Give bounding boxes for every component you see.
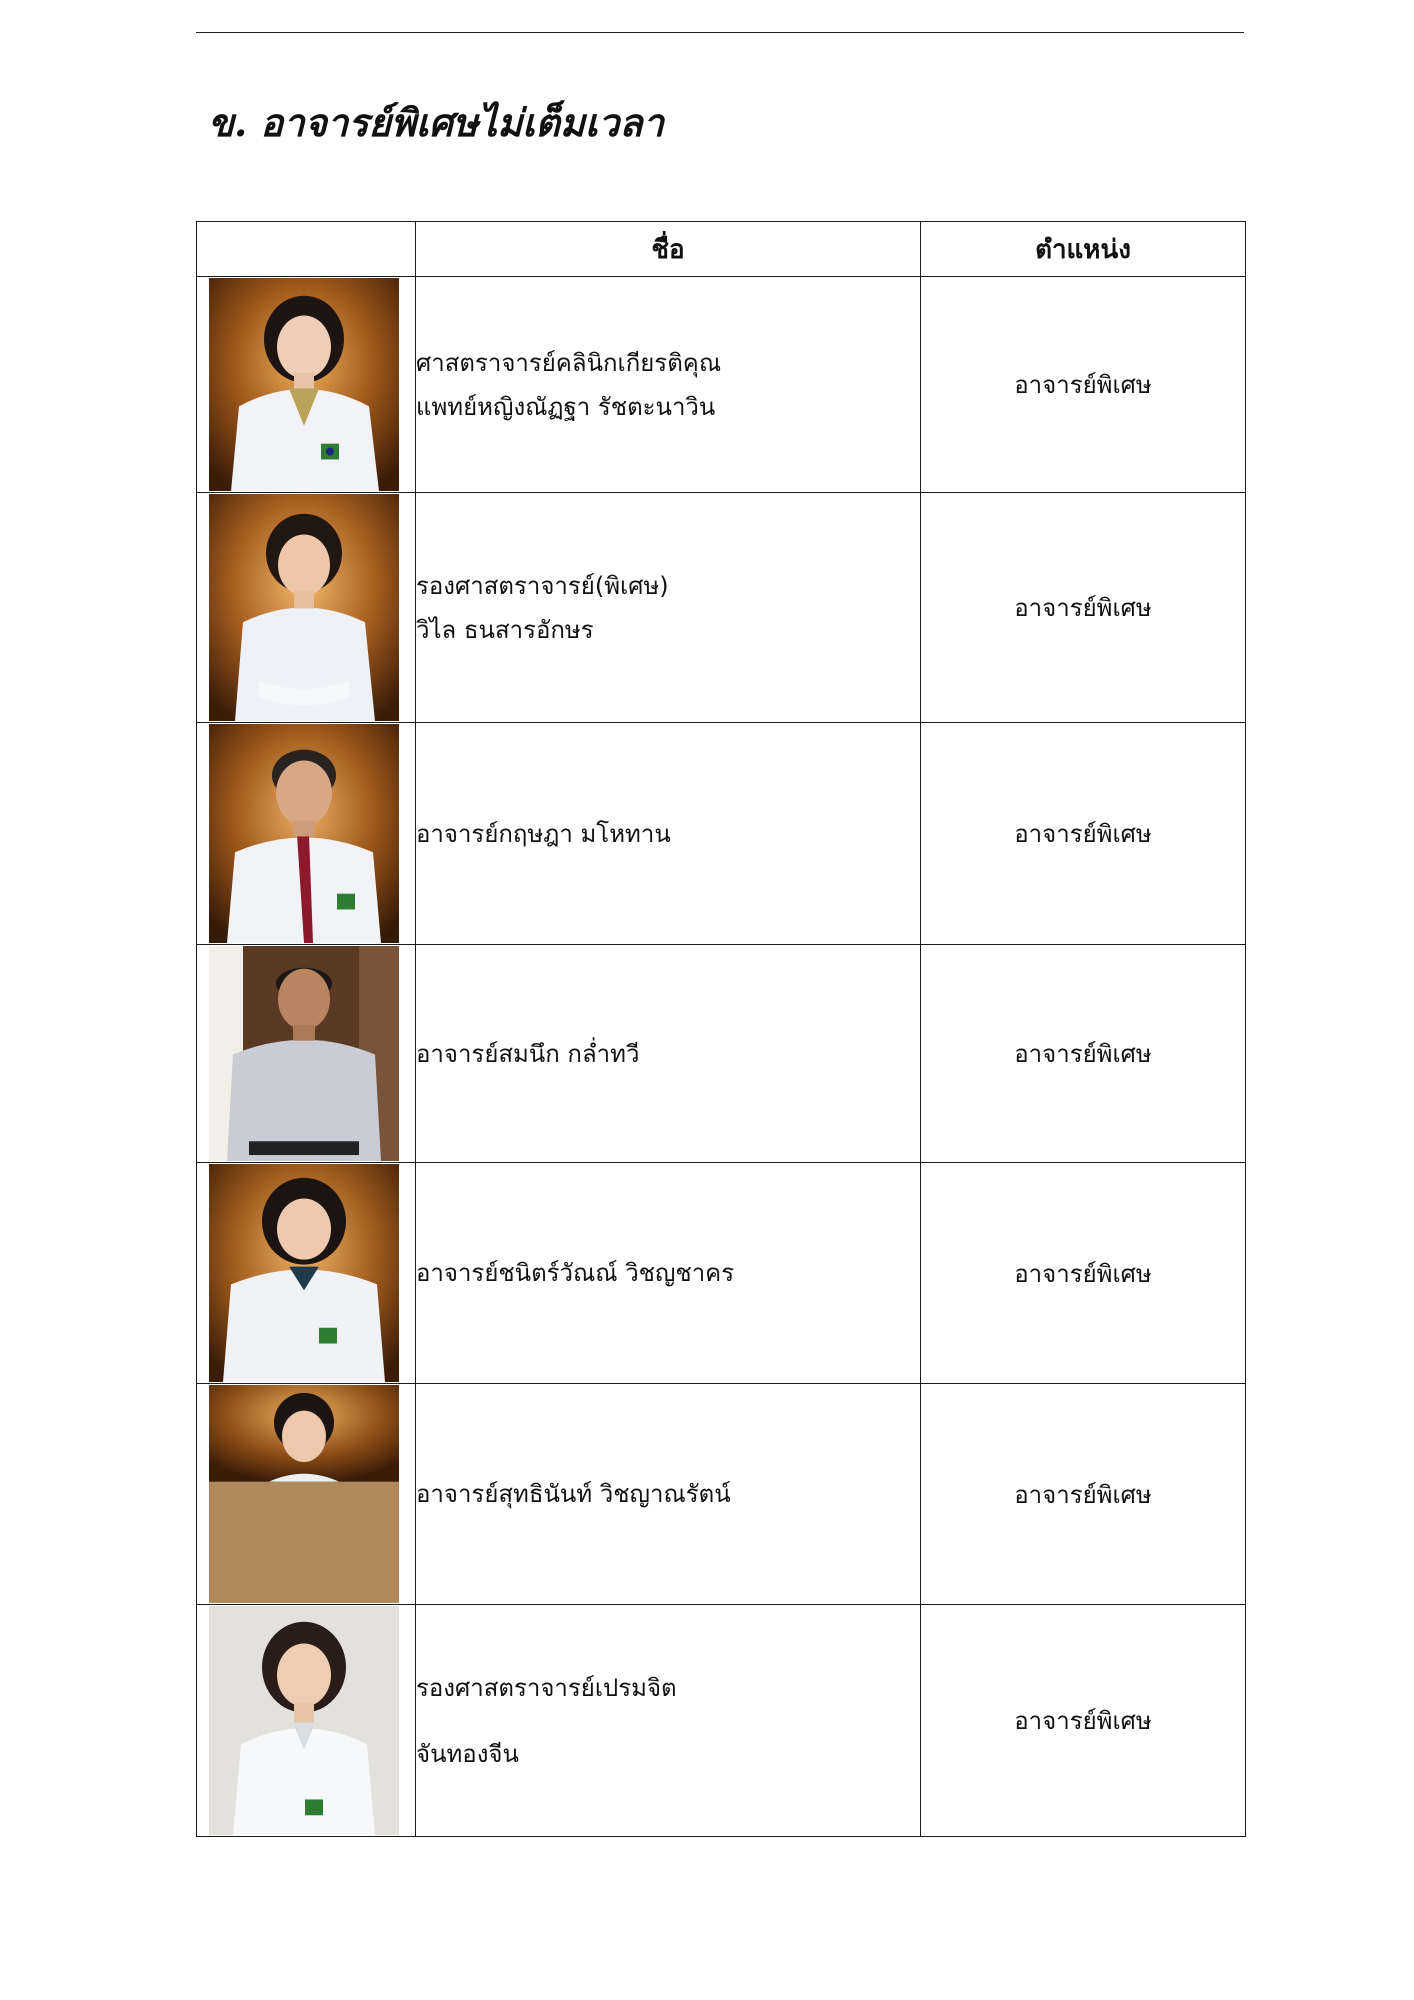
table-row <box>197 945 1246 1163</box>
photo-cell <box>197 1384 416 1605</box>
name-cell <box>416 1163 921 1384</box>
section-heading: ข. อาจารย์พิเศษไม่เต็มเวลา <box>208 100 664 145</box>
name-cell <box>416 945 921 1163</box>
name-line: จันทองจีน <box>416 1739 519 1768</box>
table-row <box>197 1384 1246 1605</box>
name-cell <box>416 277 921 493</box>
staff-photo <box>209 278 399 491</box>
name-line: วิไล ธนสารอักษร <box>416 615 594 644</box>
name-cell <box>416 493 921 723</box>
photo-cell <box>197 277 416 493</box>
table-row <box>197 493 1246 723</box>
name-line: ศาสตราจารย์คลินิกเกียรติคุณ <box>416 348 722 377</box>
table-row <box>197 1163 1246 1384</box>
staff-photo <box>209 1164 399 1382</box>
position-cell: อาจารย์พิเศษ <box>921 493 1246 723</box>
staff-table <box>196 221 1246 1837</box>
position-cell: อาจารย์พิเศษ <box>921 1384 1246 1605</box>
header-photo <box>197 222 416 277</box>
name-cell <box>416 723 921 945</box>
name-line: อาจารย์กฤษฎา มโหทาน <box>416 819 671 848</box>
position-cell: อาจารย์พิเศษ <box>921 1163 1246 1384</box>
name-line: อาจารย์ชนิตร์วัณณ์ วิชญชาคร <box>416 1259 735 1287</box>
name-line: รองศาสตราจารย์(พิเศษ) <box>416 571 669 600</box>
staff-photo <box>209 724 399 943</box>
name-line: อาจารย์สุทธินันท์ วิชญาณรัตน์ <box>416 1480 731 1508</box>
header-name: ชื่อ <box>416 222 921 277</box>
position-cell: อาจารย์พิเศษ <box>921 277 1246 493</box>
name-line: รองศาสตราจารย์เปรมจิต <box>416 1673 677 1702</box>
name-cell <box>416 1384 921 1605</box>
position-cell: อาจารย์พิเศษ <box>921 723 1246 945</box>
staff-photo <box>209 494 399 721</box>
top-rule <box>196 32 1244 33</box>
staff-photo <box>209 1385 399 1603</box>
staff-photo <box>209 946 399 1161</box>
position-cell: อาจารย์พิเศษ <box>921 945 1246 1163</box>
table-row <box>197 723 1246 945</box>
table-row <box>197 277 1246 493</box>
table-header-row <box>197 222 1246 277</box>
staff-photo <box>209 1606 399 1835</box>
photo-cell <box>197 493 416 723</box>
photo-cell <box>197 1163 416 1384</box>
photo-cell <box>197 723 416 945</box>
name-cell <box>416 1605 921 1837</box>
photo-cell <box>197 945 416 1163</box>
name-line: แพทย์หญิงณัฏฐา รัชตะนาวิน <box>416 392 716 421</box>
table-row <box>197 1605 1246 1837</box>
photo-cell <box>197 1605 416 1837</box>
name-line: อาจารย์สมนึก กล่ำทวี <box>416 1039 640 1068</box>
position-cell: อาจารย์พิเศษ <box>921 1605 1246 1837</box>
header-position: ตำแหน่ง <box>921 222 1246 277</box>
